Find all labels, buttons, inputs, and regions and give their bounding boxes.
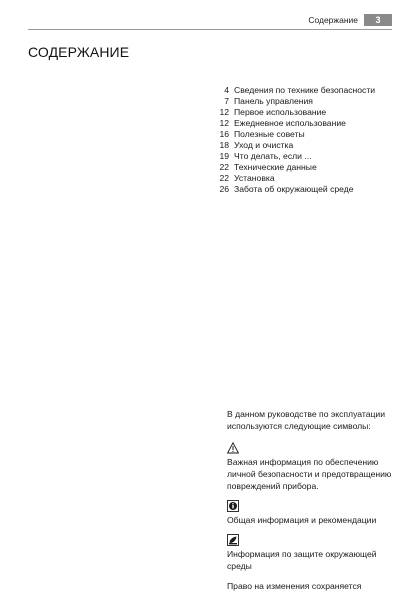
toc-entry-title: Что делать, если ... <box>234 151 312 161</box>
info-icon <box>227 500 239 512</box>
toc-page-number: 16 <box>219 129 229 139</box>
symbol-warning <box>227 442 399 492</box>
toc-entry-title: Сведения по технике безопасности <box>234 85 376 95</box>
toc-item[interactable] <box>212 162 397 173</box>
toc-entry-title: Забота об окружающей среде <box>234 184 354 194</box>
toc-item[interactable] <box>212 107 397 118</box>
toc-entry-title: Установка <box>234 173 275 183</box>
running-header-section: Содержание <box>308 15 358 25</box>
warning-triangle-icon <box>227 442 239 454</box>
toc-page-number: 12 <box>219 107 229 117</box>
symbol-warning-text: Важная информация по обеспечению личной безопасности и предотвращению повреждений прибора. <box>227 457 392 491</box>
environment-icon <box>227 534 239 546</box>
toc-page-number: 12 <box>219 118 229 128</box>
running-header <box>308 14 392 26</box>
change-notice: Право на изменения сохраняется <box>227 581 362 591</box>
toc-item[interactable] <box>212 151 397 162</box>
toc-entry-title: Полезные советы <box>234 129 305 139</box>
page-title: СОДЕРЖАНИЕ <box>28 44 130 60</box>
toc-item[interactable] <box>212 140 397 151</box>
toc-entry-title: Уход и очистка <box>234 140 294 150</box>
header-divider <box>28 29 392 30</box>
toc-page-number: 18 <box>219 140 229 150</box>
toc-page-number: 26 <box>219 184 229 194</box>
toc-entry-title: Панель управления <box>234 96 313 106</box>
symbol-info-text: Общая информация и рекомендации <box>227 515 377 525</box>
toc-entry-title: Первое использование <box>234 107 327 117</box>
toc-page-number: 19 <box>219 151 229 161</box>
toc-item[interactable] <box>212 129 397 140</box>
page-number-badge: 3 <box>364 14 392 26</box>
toc-page-number: 4 <box>224 85 229 95</box>
toc-entry-title: Технические данные <box>234 162 317 172</box>
symbol-info <box>227 500 399 526</box>
symbols-legend <box>227 408 399 592</box>
table-of-contents <box>212 85 397 195</box>
toc-item[interactable] <box>212 96 397 107</box>
symbol-environment-text: Информация по защите окружающей среды <box>227 549 377 571</box>
toc-page-number: 22 <box>219 173 229 183</box>
toc-page-number: 7 <box>224 96 229 106</box>
toc-page-number: 22 <box>219 162 229 172</box>
toc-item[interactable] <box>212 118 397 129</box>
symbol-environment <box>227 534 399 572</box>
toc-item[interactable] <box>212 184 397 195</box>
toc-item[interactable] <box>212 85 397 96</box>
toc-item[interactable] <box>212 173 397 184</box>
toc-entry-title: Ежедневное использование <box>234 118 346 128</box>
symbols-intro: В данном руководстве по эксплуатации используются следующие символы: <box>227 409 385 431</box>
